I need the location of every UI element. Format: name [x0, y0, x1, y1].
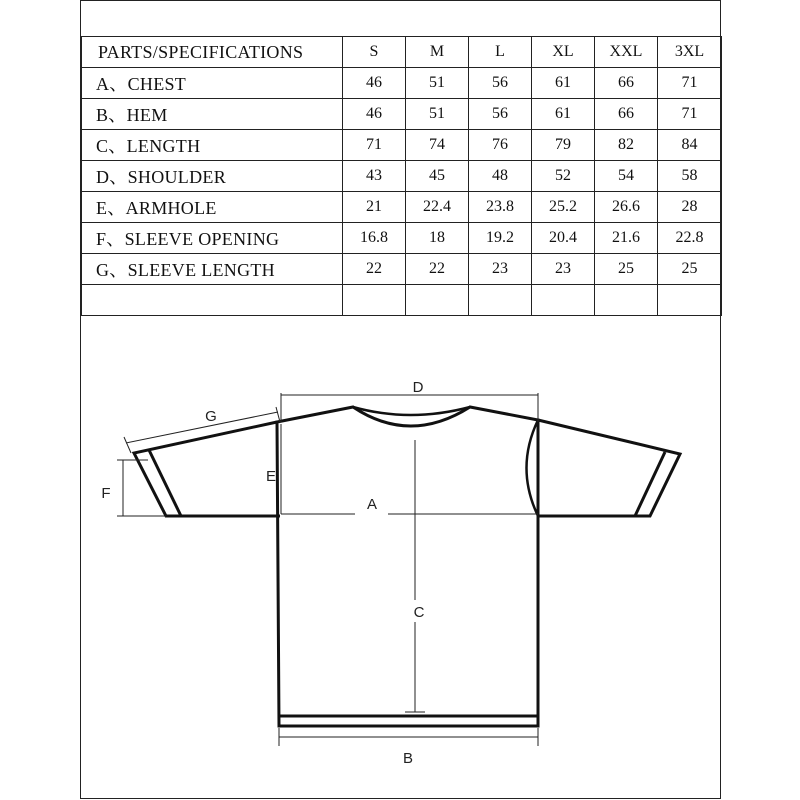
row-measurement-cell: 48: [469, 161, 532, 192]
row-measurement-cell: 79: [532, 130, 595, 161]
tshirt-body-outline: [277, 407, 538, 726]
row-measurement-cell: 46: [343, 99, 406, 130]
row-measurement-cell: 71: [658, 99, 722, 130]
row-measurement-cell: 71: [343, 130, 406, 161]
row-measurement-cell: 56: [469, 68, 532, 99]
row-measurement-cell: 61: [532, 68, 595, 99]
row-measurement-cell: 20.4: [532, 223, 595, 254]
row-part-label: C、LENGTH: [82, 130, 343, 161]
sleeve-opening-label: F: [101, 485, 111, 502]
row-measurement-cell: 66: [595, 68, 658, 99]
row-measurement-cell: 21: [343, 192, 406, 223]
row-measurement-cell: 23.8: [469, 192, 532, 223]
row-measurement-cell: 25: [658, 254, 722, 285]
right-sleeve-cuff: [635, 452, 665, 516]
row-measurement-cell: 22: [406, 254, 469, 285]
header-parts-specifications: PARTS/SPECIFICATIONS: [82, 37, 343, 68]
row-measurement-cell: 51: [406, 99, 469, 130]
row-measurement-cell: 22.4: [406, 192, 469, 223]
row-measurement-cell: 26.6: [595, 192, 658, 223]
row-measurement-cell: 76: [469, 130, 532, 161]
row-measurement-cell: 25: [595, 254, 658, 285]
shoulder-label: D: [412, 379, 424, 396]
row-measurement-cell: 19.2: [469, 223, 532, 254]
sleeve-length-tick-left: [124, 437, 131, 453]
header-size: 3XL: [658, 37, 722, 68]
left-sleeve-outline: [134, 422, 280, 516]
header-size: S: [343, 37, 406, 68]
armhole-label: E: [265, 468, 277, 485]
armhole-seam: [527, 420, 539, 516]
collar-band: [353, 407, 470, 415]
row-measurement-cell: 51: [406, 68, 469, 99]
row-part-label: F、SLEEVE OPENING: [82, 223, 343, 254]
row-measurement-cell: 21.6: [595, 223, 658, 254]
sleeve-length-tick-right: [276, 407, 280, 422]
row-measurement-cell: 46: [343, 68, 406, 99]
row-measurement-cell: 23: [469, 254, 532, 285]
row-measurement-cell: 43: [343, 161, 406, 192]
row-measurement-cell: 54: [595, 161, 658, 192]
row-part-label: D、SHOULDER: [82, 161, 343, 192]
row-part-label: G、SLEEVE LENGTH: [82, 254, 343, 285]
row-measurement-cell: 18: [406, 223, 469, 254]
row-part-label: B、HEM: [82, 99, 343, 130]
row-measurement-cell: 82: [595, 130, 658, 161]
row-measurement-cell: 28: [658, 192, 722, 223]
row-measurement-cell: 16.8: [343, 223, 406, 254]
sleeve-length-label: G: [205, 408, 217, 425]
chest-label: A: [366, 496, 378, 513]
row-measurement-cell: 84: [658, 130, 722, 161]
row-measurement-cell: 22: [343, 254, 406, 285]
row-measurement-cell: 23: [532, 254, 595, 285]
row-measurement-cell: 58: [658, 161, 722, 192]
row-measurement-cell: 45: [406, 161, 469, 192]
header-size: XXL: [595, 37, 658, 68]
row-part-label: E、ARMHOLE: [82, 192, 343, 223]
row-measurement-cell: 74: [406, 130, 469, 161]
row-part-label: A、CHEST: [82, 68, 343, 99]
row-measurement-cell: 22.8: [658, 223, 722, 254]
row-measurement-cell: 61: [532, 99, 595, 130]
length-label: C: [413, 604, 425, 621]
row-measurement-cell: 25.2: [532, 192, 595, 223]
header-size: XL: [532, 37, 595, 68]
hem-label: B: [402, 750, 414, 767]
header-size: L: [469, 37, 532, 68]
left-sleeve-cuff: [149, 450, 181, 516]
row-measurement-cell: 56: [469, 99, 532, 130]
row-measurement-cell: 66: [595, 99, 658, 130]
header-size: M: [406, 37, 469, 68]
row-measurement-cell: 52: [532, 161, 595, 192]
row-measurement-cell: 71: [658, 68, 722, 99]
